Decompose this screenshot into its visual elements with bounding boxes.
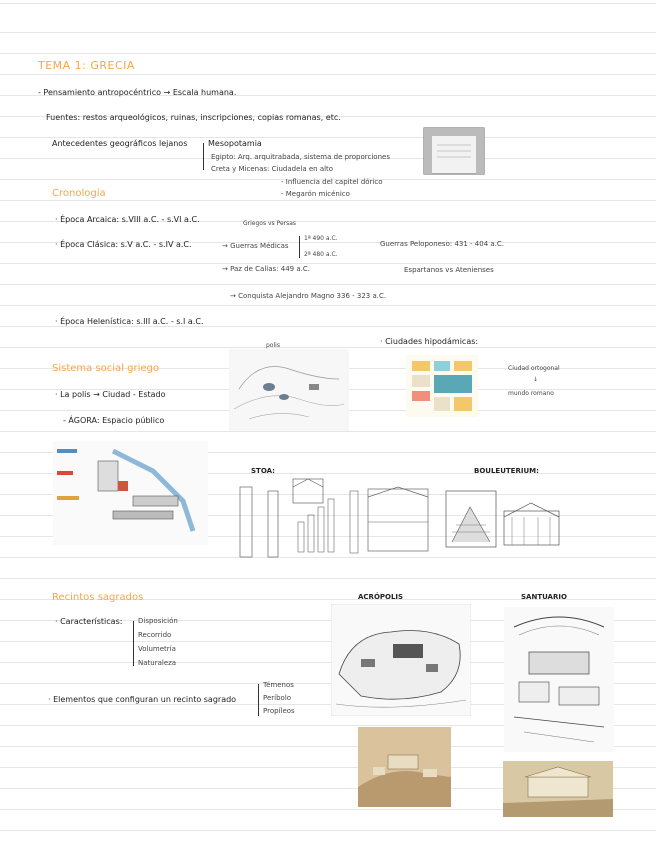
caract-item-4: Naturaleza <box>138 659 177 667</box>
ant-item-1: Mesopotamia <box>208 139 262 148</box>
agora-line: - ÁGORA: Espacio público <box>63 416 165 425</box>
hipodamic-plan <box>406 355 478 417</box>
agora-plan <box>53 441 208 545</box>
elementos-line: · Elementos que configuran un recinto sagrado <box>48 695 237 704</box>
acropolis-plan <box>331 604 471 716</box>
caract-item-3: Volumetría <box>138 645 176 653</box>
espartanos-atenienses: Espartanos vs Atenienses <box>404 266 494 274</box>
guerras-peloponeso: Guerras Peloponeso: 431 - 404 a.C. <box>380 240 505 248</box>
bouleuterion-label: BOULEUTERIUM: <box>474 467 539 475</box>
intro-line: - Pensamiento antropocéntrico → Escala humana. <box>38 88 237 97</box>
acropolis-illustration <box>358 727 451 807</box>
recintos-heading: Recintos sagrados <box>52 592 144 603</box>
acropolis-label: ACRÓPOLIS <box>358 593 404 601</box>
bracket <box>133 621 134 666</box>
polis-figure-label: polis <box>266 342 280 349</box>
polis-line: · La polis → Ciudad - Estado <box>55 390 166 399</box>
caract-item-1: Disposición <box>138 617 178 625</box>
bracket <box>258 684 259 716</box>
elem-item-1: Témenos <box>263 681 294 689</box>
cronologia-heading: Cronología <box>52 188 106 199</box>
ant-item-2: Egipto: Arq. arquitrabada, sistema de proporciones <box>211 153 390 161</box>
elem-item-2: Períbolo <box>263 694 292 702</box>
micenas-sub-2: - Megarón micénico <box>281 190 350 198</box>
conquista-alejandro: → Conquista Alejandro Magno 336 - 323 a.C. <box>230 292 387 300</box>
bracket <box>299 236 300 258</box>
griegos-persas: Griegos vs Persas <box>243 220 297 227</box>
caracteristicas-line: · Características: <box>55 617 123 626</box>
santuario-illustration <box>503 761 613 817</box>
gm-date-1: 1ª 490 a.C. <box>304 235 338 242</box>
polis-map <box>229 349 349 431</box>
bouleuterion-diagrams <box>444 487 562 552</box>
sistema-heading: Sistema social griego <box>52 363 160 374</box>
hipo-note-3: mundo romano <box>508 390 554 397</box>
epoca-clasica: · Época Clásica: s.V a.C. - s.IV a.C. <box>55 240 192 249</box>
ant-item-3: Creta y Micenas: Ciudadela en alto <box>211 165 334 173</box>
paz-calias: → Paz de Calias: 449 a.C. <box>222 265 310 273</box>
hipodamicas-line: · Ciudades hipodámicas: <box>380 337 479 346</box>
stoa-label: STOA: <box>251 467 275 475</box>
page-title: TEMA 1: GRECIA <box>38 59 135 72</box>
gm-date-2: 2ª 480 a.C. <box>304 251 338 258</box>
santuario-plan <box>504 607 614 752</box>
micenas-sub-1: - Influencia del capitel dórico <box>281 178 383 186</box>
caract-item-2: Recorrido <box>138 631 172 639</box>
megaron-diagram <box>423 127 485 175</box>
stoa-diagrams <box>238 477 438 559</box>
antecedentes-line: Antecedentes geográficos lejanos <box>52 139 188 148</box>
epoca-helenistica: · Época Helenística: s.III a.C. - s.I a.C. <box>55 317 204 326</box>
santuario-label: SANTUARIO <box>521 593 567 601</box>
guerras-medicas: → Guerras Médicas <box>222 242 289 250</box>
bracket <box>203 143 204 170</box>
elem-item-3: Propíleos <box>263 707 295 715</box>
hipo-note-2: ↓ <box>533 376 539 383</box>
hipo-note-1: Ciudad ortogonal <box>508 365 560 372</box>
fuentes-line: Fuentes: restos arqueológicos, ruinas, inscripciones, copias romanas, etc. <box>46 113 341 122</box>
epoca-arcaica: · Época Arcaica: s.VIII a.C. - s.VI a.C. <box>55 215 200 224</box>
